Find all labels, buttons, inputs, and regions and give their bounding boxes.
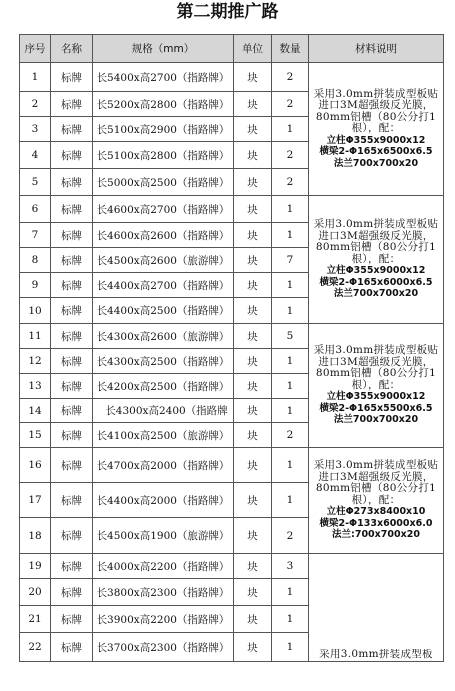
- item-qty: 3: [272, 554, 309, 579]
- row-number: 22: [20, 633, 51, 662]
- item-spec: 长5400x高2700（指路牌）: [93, 63, 234, 92]
- item-spec: 长4400x高2000（指路牌）: [93, 483, 234, 518]
- item-name: 标牌: [51, 518, 93, 554]
- row-number: 8: [20, 248, 51, 273]
- material-column: 立柱Φ355x9000x12: [326, 134, 426, 146]
- item-name: 标牌: [51, 248, 93, 273]
- item-qty: 2: [272, 169, 309, 196]
- item-name: 标牌: [51, 349, 93, 374]
- table-row: [20, 324, 444, 349]
- item-qty: 1: [272, 606, 309, 633]
- item-spec: 长5200x高2800（指路牌）: [93, 92, 234, 117]
- row-number: 14: [20, 399, 51, 423]
- row-number: 13: [20, 374, 51, 399]
- material-text: 采用3.0mm拼装成型板: [319, 649, 433, 660]
- item-spec: 长3800x高2300（指路牌）: [93, 579, 234, 606]
- item-name: 标牌: [51, 324, 93, 349]
- item-unit: 块: [234, 349, 272, 374]
- item-spec: 长3900x高2200（指路牌）: [93, 606, 234, 633]
- row-number: 7: [20, 223, 51, 248]
- table-row: [20, 448, 444, 483]
- page-title: 第二期推广路: [176, 2, 279, 22]
- item-name: 标牌: [51, 374, 93, 399]
- item-qty: 1: [272, 579, 309, 606]
- item-spec: 长4500x高2600（旅游牌）: [93, 248, 234, 273]
- item-spec: 长5000x高2500（指路牌）: [93, 169, 234, 196]
- item-spec: 长4300x高2600（旅游牌）: [93, 324, 234, 349]
- item-qty: 1: [272, 349, 309, 374]
- table-row: [20, 554, 444, 579]
- item-name: 标牌: [51, 273, 93, 298]
- item-qty: 1: [272, 483, 309, 518]
- item-unit: 块: [234, 273, 272, 298]
- item-unit: 块: [234, 483, 272, 518]
- material-beam: 横梁2-Φ165x6500x6.5: [319, 146, 433, 158]
- item-unit: 块: [234, 223, 272, 248]
- item-unit: 块: [234, 423, 272, 448]
- item-name: 标牌: [51, 196, 93, 223]
- item-name: 标牌: [51, 169, 93, 196]
- material-text: 采用3.0mm拼装成型板贴进口3M超强级反光膜，80mm铝槽（80公分打1根），配：: [313, 218, 439, 265]
- item-qty: 2: [272, 92, 309, 117]
- row-number: 16: [20, 448, 51, 483]
- item-spec: 长4400x高2500（指路牌）: [93, 298, 234, 324]
- item-name: 标牌: [51, 223, 93, 248]
- row-number: 5: [20, 169, 51, 196]
- header-material: 材料说明: [309, 35, 444, 63]
- header-unit: 单位: [234, 35, 272, 63]
- item-spec: 长4600x高2600（指路牌）: [93, 223, 234, 248]
- item-spec: 长4000x高2200（指路牌）: [93, 554, 234, 579]
- row-number: 17: [20, 483, 51, 518]
- row-number: 12: [20, 349, 51, 374]
- row-number: 10: [20, 298, 51, 324]
- material-flange: 法兰700x700x20: [333, 157, 419, 169]
- material-beam: 横梁2-Φ165x5500x6.5: [319, 402, 433, 414]
- item-name: 标牌: [51, 448, 93, 483]
- row-number: 21: [20, 606, 51, 633]
- table-row: [20, 63, 444, 92]
- row-number: 4: [20, 142, 51, 169]
- material-flange: 法兰700x700x20: [333, 288, 419, 300]
- item-qty: 1: [272, 374, 309, 399]
- row-number: 9: [20, 273, 51, 298]
- item-qty: 2: [272, 142, 309, 169]
- item-name: 标牌: [51, 399, 93, 423]
- item-spec: 长5100x高2800（指路牌）: [93, 142, 234, 169]
- item-unit: 块: [234, 248, 272, 273]
- material-flange: 法兰:700x700x20: [332, 529, 420, 541]
- item-spec: 长4300x高2500（指路牌）: [93, 349, 234, 374]
- material-text: 采用3.0mm拼装成型板贴进口3M超强级反光膜，80mm铝槽（80公分打1根），配：: [313, 459, 439, 506]
- item-unit: 块: [234, 63, 272, 92]
- item-name: 标牌: [51, 142, 93, 169]
- specification-table: [19, 34, 444, 662]
- material-beam: 横梁2-Φ133x6000x6.0: [319, 517, 433, 529]
- item-name: 标牌: [51, 117, 93, 142]
- row-number: 18: [20, 518, 51, 554]
- material-text: 采用3.0mm拼装成型板贴进口3M超强级反光膜，80mm铝槽（80公分打1根），配：: [313, 344, 439, 391]
- item-unit: 块: [234, 298, 272, 324]
- item-qty: 1: [272, 273, 309, 298]
- item-unit: 块: [234, 399, 272, 423]
- header-no: 序号: [20, 35, 51, 63]
- material-beam: 横梁2-Φ165x6000x6.5: [319, 276, 433, 288]
- item-spec: 长4700x高2000（指路牌）: [93, 448, 234, 483]
- item-name: 标牌: [51, 554, 93, 579]
- material-description: [309, 196, 444, 324]
- row-number: 3: [20, 117, 51, 142]
- material-description: [309, 448, 444, 554]
- row-number: 2: [20, 92, 51, 117]
- item-unit: 块: [234, 579, 272, 606]
- item-unit: 块: [234, 196, 272, 223]
- header-qty: 数量: [272, 35, 309, 63]
- item-qty: 7: [272, 248, 309, 273]
- item-spec: 长4300x高2400（指路牌: [93, 399, 234, 423]
- material-description: [309, 63, 444, 196]
- material-column: 立柱Φ273x8400x10: [326, 506, 426, 518]
- header-name: 名称: [51, 35, 93, 63]
- item-unit: 块: [234, 448, 272, 483]
- item-name: 标牌: [51, 483, 93, 518]
- item-spec: 长4200x高2500（指路牌）: [93, 374, 234, 399]
- item-spec: 长5100x高2900（指路牌）: [93, 117, 234, 142]
- row-number: 15: [20, 423, 51, 448]
- material-column: 立柱Φ355x9000x12: [326, 391, 426, 403]
- item-spec: 长4400x高2700（指路牌）: [93, 273, 234, 298]
- material-text: 采用3.0mm拼装成型板贴进口3M超强级反光膜，80mm铝槽（80公分打1根），配：: [313, 87, 439, 135]
- material-description: [309, 324, 444, 448]
- item-qty: 2: [272, 518, 309, 554]
- material-column: 立柱Φ355x9000x12: [326, 265, 426, 277]
- item-qty: 1: [272, 298, 309, 324]
- item-spec: 长3700x高2300（指路牌）: [93, 633, 234, 662]
- item-qty: 1: [272, 633, 309, 662]
- table-header-row: [20, 35, 444, 63]
- row-number: 1: [20, 63, 51, 92]
- item-unit: 块: [234, 324, 272, 349]
- item-spec: 长4600x高2700（指路牌）: [93, 196, 234, 223]
- item-unit: 块: [234, 142, 272, 169]
- item-qty: 1: [272, 399, 309, 423]
- row-number: 11: [20, 324, 51, 349]
- item-name: 标牌: [51, 298, 93, 324]
- item-spec: 长4100x高2500（旅游牌）: [93, 423, 234, 448]
- row-number: 6: [20, 196, 51, 223]
- row-number: 19: [20, 554, 51, 579]
- item-unit: 块: [234, 117, 272, 142]
- item-name: 标牌: [51, 606, 93, 633]
- item-name: 标牌: [51, 63, 93, 92]
- item-spec: 长4500x高1900（旅游牌）: [93, 518, 234, 554]
- item-unit: 块: [234, 554, 272, 579]
- header-spec: 规格（mm）: [93, 35, 234, 63]
- item-unit: 块: [234, 169, 272, 196]
- item-unit: 块: [234, 606, 272, 633]
- item-qty: 2: [272, 63, 309, 92]
- item-qty: 1: [272, 117, 309, 142]
- item-unit: 块: [234, 633, 272, 662]
- row-number: 20: [20, 579, 51, 606]
- item-qty: 5: [272, 324, 309, 349]
- item-qty: 1: [272, 223, 309, 248]
- item-name: 标牌: [51, 633, 93, 662]
- item-unit: 块: [234, 518, 272, 554]
- item-name: 标牌: [51, 423, 93, 448]
- item-unit: 块: [234, 374, 272, 399]
- item-name: 标牌: [51, 579, 93, 606]
- material-flange: 法兰700x700x20: [333, 414, 419, 426]
- item-name: 标牌: [51, 92, 93, 117]
- item-qty: 2: [272, 423, 309, 448]
- item-qty: 1: [272, 448, 309, 483]
- material-description: [309, 554, 444, 662]
- item-qty: 1: [272, 196, 309, 223]
- table-row: [20, 196, 444, 223]
- item-unit: 块: [234, 92, 272, 117]
